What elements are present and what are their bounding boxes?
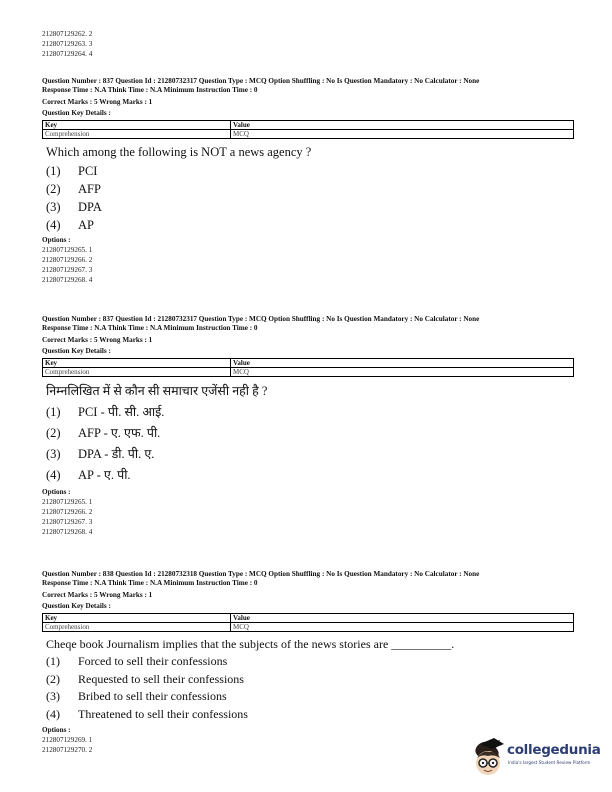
options-label: Options : [42, 488, 71, 496]
option-text: AP - ए. पी. [78, 468, 131, 482]
option-text: Requested to sell their confessions [78, 671, 244, 686]
option-number: (1) [46, 405, 61, 419]
option-id: 212807129262. 2 [42, 30, 93, 38]
key-header: Key [43, 359, 231, 368]
option-text: Bribed to sell their confessions [78, 689, 227, 703]
question-marks: Correct Marks : 5 Wrong Marks : 1 [42, 98, 153, 106]
value-cell: MCQ [231, 623, 574, 632]
option-number: (1) [46, 164, 61, 178]
option-number: (4) [46, 706, 60, 721]
option-number: (4) [46, 468, 61, 482]
option-text: Threatened to sell their confessions [78, 706, 248, 721]
option-id: 212807129265. 1 [42, 498, 93, 506]
value-header: Value [231, 614, 574, 623]
option-id: 212807129267. 3 [42, 518, 93, 526]
logo-tagline: India's largest Student Review Platform [508, 760, 591, 765]
answer-option [46, 653, 574, 671]
question-block-3 [42, 570, 574, 755]
answer-option [46, 198, 574, 216]
question-marks: Correct Marks : 5 Wrong Marks : 1 [42, 336, 153, 344]
option-text: PCI - पी. सी. आई. [78, 405, 165, 419]
key-details-label: Question Key Details : [42, 109, 111, 117]
answer-option [46, 423, 574, 444]
question-block-1 [42, 77, 574, 285]
option-ids [42, 497, 574, 537]
question-text: निम्नलिखित में से कौन सी समाचार एजेंसी नही है ? [46, 384, 268, 398]
question-timing: Response Time : N.A Think Time : N.A Minimum Instruction Time : 0 [42, 324, 258, 332]
option-id: 212807129270. 2 [42, 746, 93, 754]
answer-option [46, 444, 574, 465]
option-number: (2) [46, 426, 61, 440]
answer-option [46, 465, 574, 486]
question-block-2 [42, 315, 574, 537]
value-header: Value [231, 359, 574, 368]
value-header: Value [231, 121, 574, 130]
question-text: Cheqe book Journalism implies that the subjects of the news stories are __________. [46, 637, 455, 651]
option-text: AFP [78, 182, 101, 196]
option-id: 212807129263. 3 [42, 40, 93, 48]
question-meta: Question Number : 837 Question Id : 21280732317 Question Type : MCQ Option Shuffling : No Is Question Mandatory : No Calculator : None [42, 315, 480, 323]
option-number: (2) [46, 182, 61, 196]
option-id: 212807129265. 1 [42, 246, 93, 254]
question-marks: Correct Marks : 5 Wrong Marks : 1 [42, 591, 153, 599]
key-header: Key [43, 614, 231, 623]
option-id: 212807129266. 2 [42, 508, 93, 516]
answer-options [46, 653, 574, 723]
option-text: AP [78, 218, 94, 232]
key-details-table [42, 613, 574, 632]
option-id: 212807129268. 4 [42, 528, 93, 536]
option-number: (2) [46, 671, 60, 686]
collegedunia-logo [470, 738, 610, 780]
question-meta: Question Number : 837 Question Id : 21280732317 Question Type : MCQ Option Shuffling : No Is Question Mandatory : No Calculator : None [42, 77, 480, 85]
option-number: (3) [46, 200, 61, 214]
previous-option-ids [42, 29, 92, 59]
answer-option [46, 162, 574, 180]
answer-option [46, 688, 574, 706]
answer-option [46, 180, 574, 198]
answer-option [46, 216, 574, 234]
value-cell: MCQ [231, 368, 574, 377]
option-text: DPA [78, 200, 102, 214]
answer-option [46, 671, 574, 689]
option-number: (1) [46, 654, 60, 668]
option-ids [42, 245, 574, 285]
option-number: (4) [46, 218, 61, 232]
option-id: 212807129267. 3 [42, 266, 93, 274]
key-details-label: Question Key Details : [42, 602, 111, 610]
answer-options [46, 162, 574, 234]
answer-option [46, 402, 574, 423]
options-label: Options : [42, 726, 71, 734]
option-id: 212807129266. 2 [42, 256, 93, 264]
key-cell: Comprehension [43, 368, 231, 377]
options-label: Options : [42, 236, 71, 244]
key-cell: Comprehension [43, 130, 231, 139]
mascot-icon [470, 738, 506, 778]
question-text: Which among the following is NOT a news agency ? [46, 145, 312, 159]
key-details-table [42, 120, 574, 139]
option-number: (3) [46, 689, 60, 703]
logo-wordmark: collegedunia [507, 742, 601, 758]
option-text: PCI [78, 164, 98, 178]
key-details-table [42, 358, 574, 377]
key-cell: Comprehension [43, 623, 231, 632]
option-text: DPA - डी. पी. ए. [78, 447, 155, 461]
value-cell: MCQ [231, 130, 574, 139]
option-text: AFP - ए. एफ. पी. [78, 426, 161, 440]
option-id: 212807129269. 1 [42, 736, 93, 744]
key-header: Key [43, 121, 231, 130]
option-number: (3) [46, 447, 61, 461]
question-meta: Question Number : 838 Question Id : 21280732318 Question Type : MCQ Option Shuffling : No Is Question Mandatory : No Calculator : None [42, 570, 480, 578]
question-timing: Response Time : N.A Think Time : N.A Minimum Instruction Time : 0 [42, 86, 258, 94]
key-details-label: Question Key Details : [42, 347, 111, 355]
answer-options [46, 402, 574, 486]
option-text: Forced to sell their confessions [78, 654, 228, 668]
question-timing: Response Time : N.A Think Time : N.A Minimum Instruction Time : 0 [42, 579, 258, 587]
answer-option [46, 706, 574, 724]
option-id: 212807129264. 4 [42, 50, 93, 58]
option-id: 212807129268. 4 [42, 276, 93, 284]
